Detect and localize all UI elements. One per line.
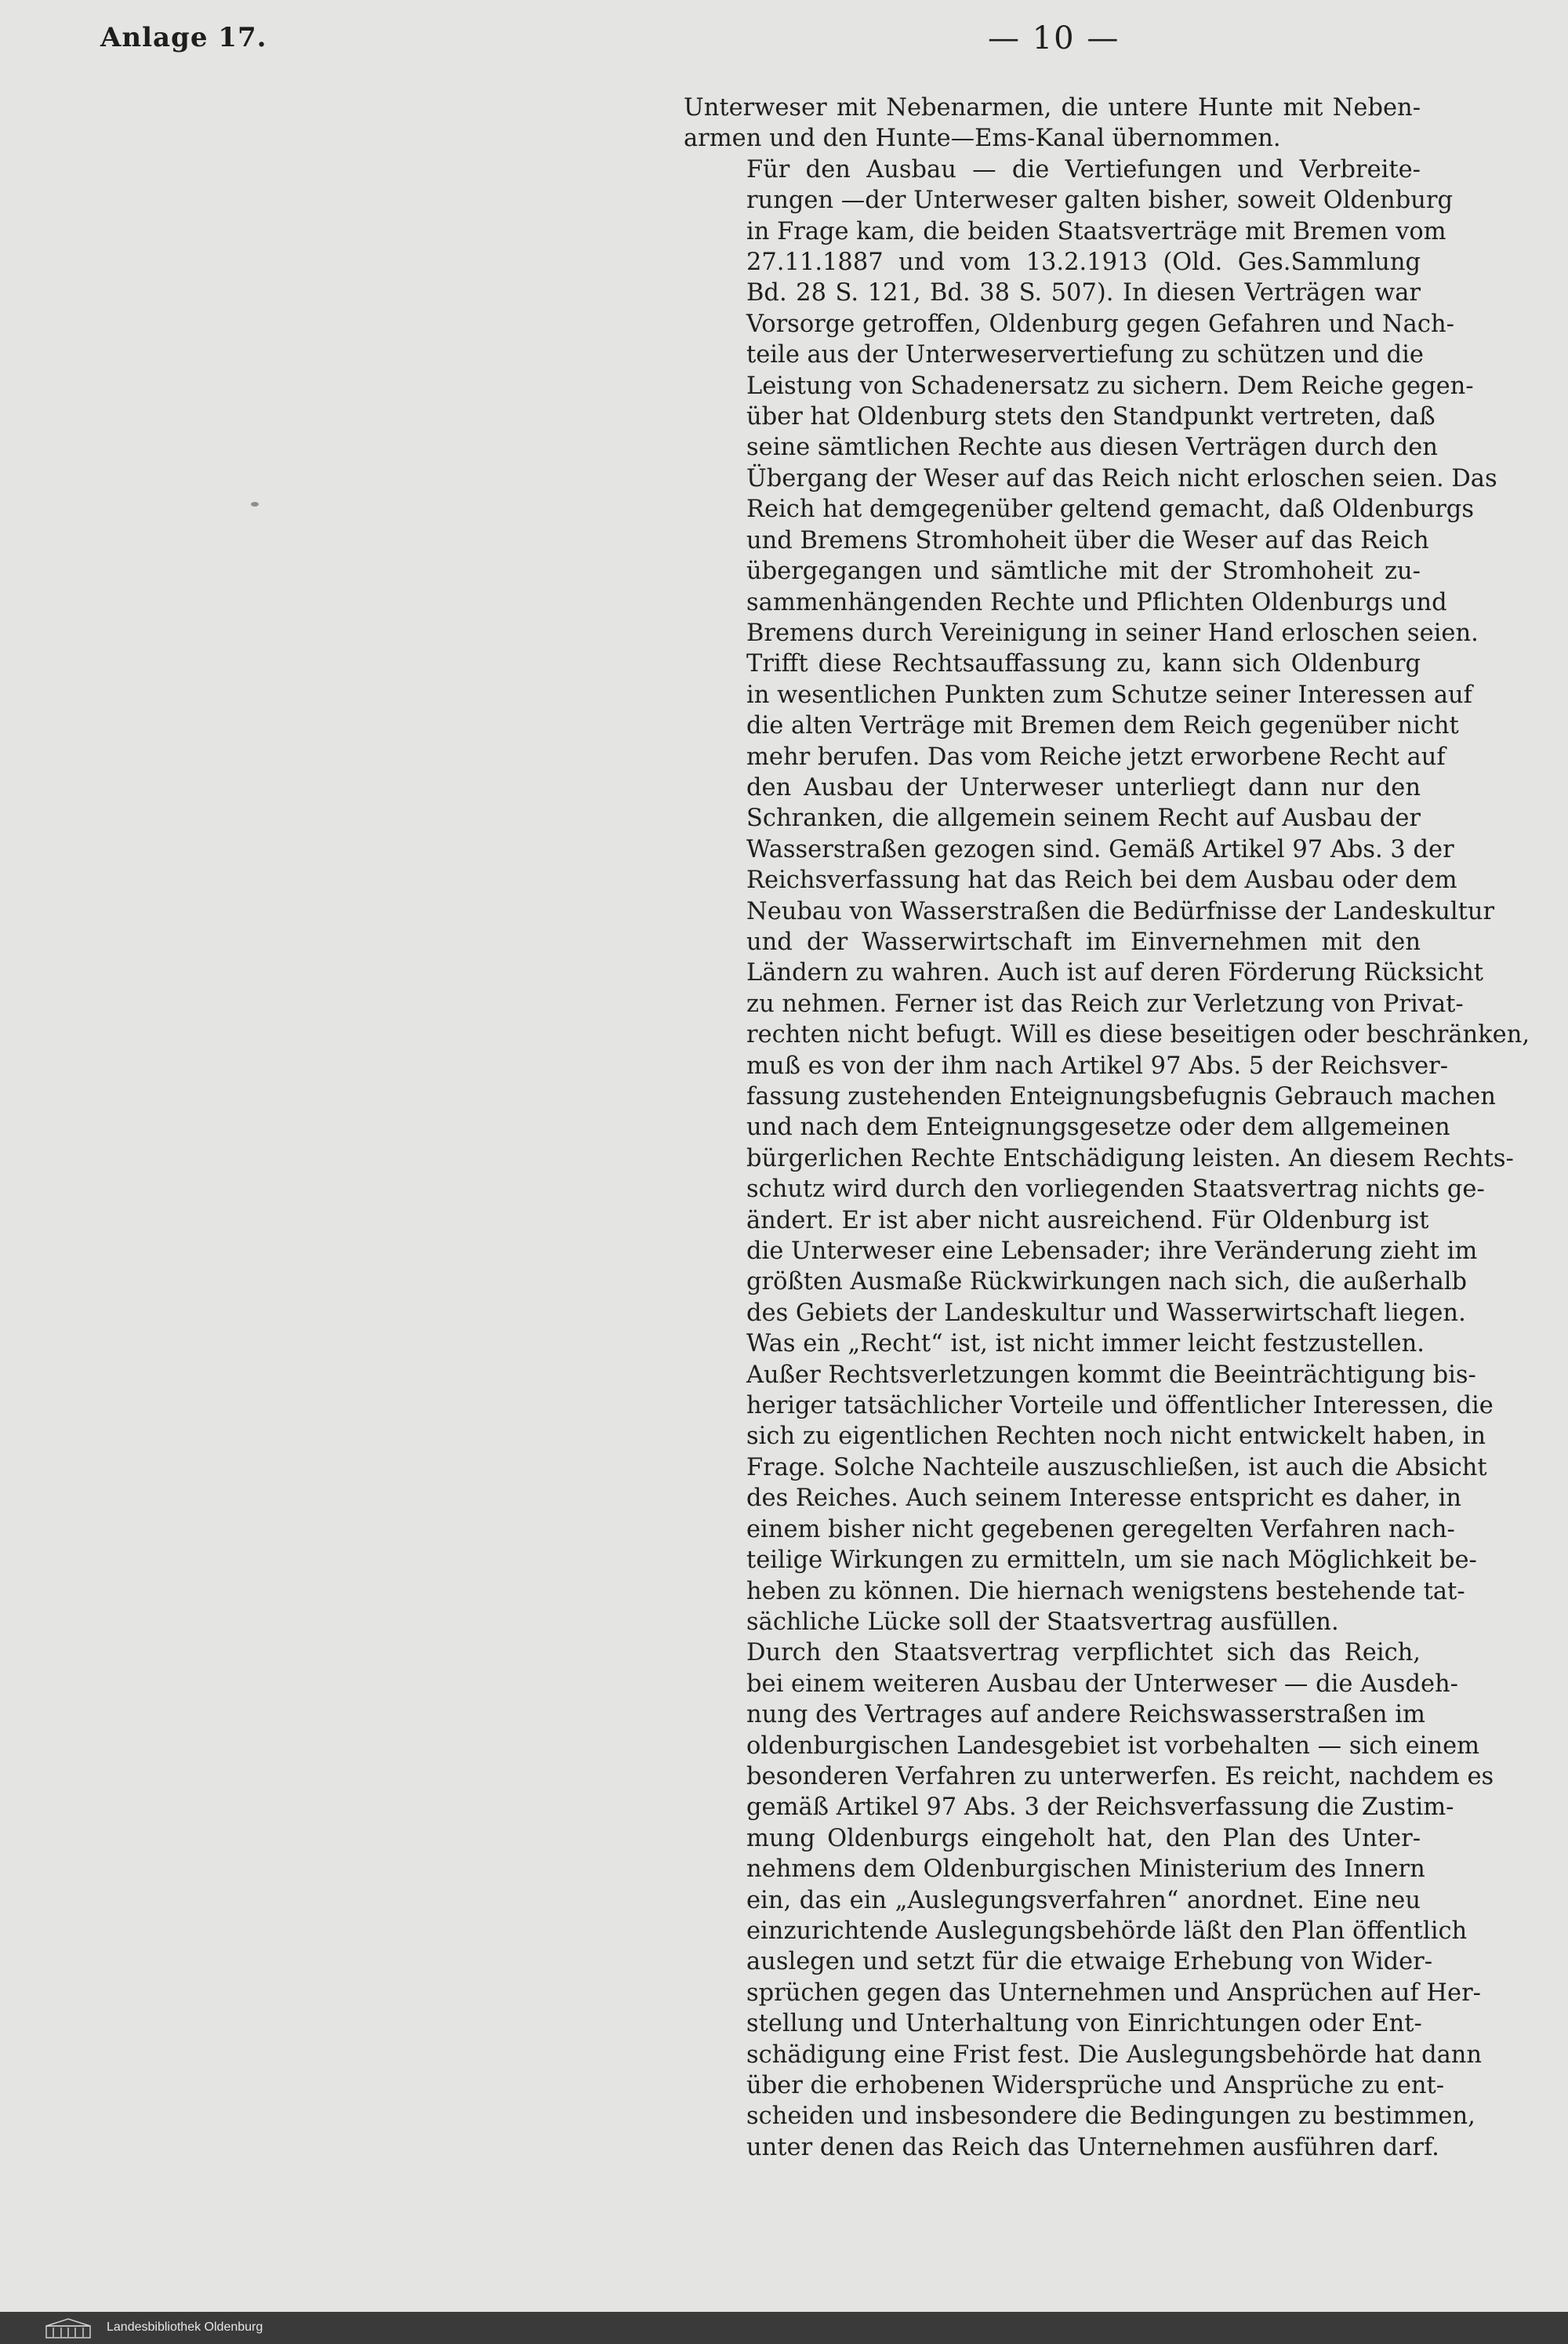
text-line: fassung zustehenden Enteignungsbefugnis Gebrauch machen xyxy=(746,1083,1496,1110)
text-line: Reich hat demgegenüber geltend gemacht, daß Oldenburgs xyxy=(746,496,1474,524)
text-line: Reichsverfassung hat das Reich bei dem Ausbau oder dem xyxy=(746,867,1457,895)
text-line: heben zu können. Die hiernach wenigstens bestehende tat- xyxy=(746,1577,1465,1605)
text-line: über hat Oldenburg stets den Standpunkt vertreten, daß xyxy=(746,403,1436,431)
text-line: die Unterweser eine Lebensader; ihre Veränderung zieht im xyxy=(746,1237,1478,1266)
text-line: Außer Rechtsverletzungen kommt die Beeinträchtigung bis- xyxy=(746,1361,1476,1389)
appendix-label: Anlage 17. xyxy=(100,22,267,53)
text-line: teilige Wirkungen zu ermitteln, um sie nach Möglichkeit be- xyxy=(746,1546,1477,1575)
text-line: und nach dem Enteignungsgesetze oder dem allgemeinen xyxy=(746,1114,1450,1142)
text-line: einzurichtende Auslegungsbehörde läßt den Plan öffentlich xyxy=(746,1917,1468,1945)
footer-bar xyxy=(0,2312,1568,2344)
text-line: schädigung eine Frist fest. Die Auslegungsbehörde hat dann xyxy=(746,2041,1483,2069)
text-line: den Ausbau der Unterweser unterliegt dann nur den xyxy=(746,773,1421,801)
text-line: Für den Ausbau — die Vertiefungen und Verbreite- xyxy=(746,155,1421,184)
text-line: Bremens durch Vereinigung in seiner Hand erloschen seien. xyxy=(746,619,1479,647)
paragraph xyxy=(684,154,1497,649)
text-line: die alten Verträge mit Bremen dem Reich gegenüber nicht xyxy=(746,712,1459,740)
paragraph xyxy=(684,649,1530,1637)
text-line: sächliche Lücke soll der Staatsvertrag ausfüllen. xyxy=(746,1608,1339,1636)
text-line: Bd. 28 S. 121, Bd. 38 S. 507). In diesen Verträgen war xyxy=(746,279,1421,307)
text-line: besonderen Verfahren zu unterwerfen. Es reicht, nachdem es xyxy=(746,1762,1494,1790)
text-line: und der Wasserwirtschaft im Einvernehmen mit den xyxy=(746,928,1421,956)
paragraph xyxy=(684,1637,1494,2163)
library-name: Landesbibliothek Oldenburg xyxy=(107,2320,263,2334)
text-line: Wasserstraßen gezogen sind. Gemäß Artikel 97 Abs. 3 der xyxy=(746,835,1454,863)
text-line: auslegen und setzt für die etwaige Erhebung von Wider- xyxy=(746,1948,1433,1976)
text-line: einem bisher nicht gegebenen geregelten Verfahren nach- xyxy=(746,1515,1455,1543)
text-line: schutz wird durch den vorliegenden Staatsvertrag nichts ge- xyxy=(746,1176,1485,1204)
text-line: Neubau von Wasserstraßen die Bedürfnisse der Landeskultur xyxy=(746,897,1495,925)
text-line: über die erhobenen Widersprüche und Ansprüche zu ent- xyxy=(746,2072,1445,2099)
text-line: oldenburgischen Landesgebiet ist vorbehalten — sich einem xyxy=(746,1732,1480,1760)
text-line: übergegangen und sämtliche mit der Stromhoheit zu- xyxy=(746,558,1421,586)
text-line: sammenhängenden Rechte und Pflichten Oldenburgs und xyxy=(746,588,1447,616)
text-line: 27.11.1887 und vom 13.2.1913 (Old. Ges.Sammlung xyxy=(746,249,1421,277)
text-line: zu nehmen. Ferner ist das Reich zur Verletzung von Privat- xyxy=(746,990,1464,1018)
text-line: sprüchen gegen das Unternehmen und Ansprüchen auf Her- xyxy=(746,1979,1481,2007)
text-line: unter denen das Reich das Unternehmen ausführen darf. xyxy=(746,2133,1439,2161)
text-line: bei einem weiteren Ausbau der Unterweser — die Ausdeh- xyxy=(746,1670,1458,1698)
text-line: ein, das ein „Auslegungsverfahren“ anordnet. Eine neu xyxy=(746,1886,1421,1914)
text-line: seine sämtlichen Rechte aus diesen Verträgen durch den xyxy=(746,434,1438,462)
text-line: mehr berufen. Das vom Reiche jetzt erworbene Recht auf xyxy=(746,743,1446,771)
text-line: Ländern zu wahren. Auch ist auf deren Förderung Rücksicht xyxy=(746,959,1484,987)
text-line: Trifft diese Rechtsauffassung zu, kann sich Oldenburg xyxy=(746,650,1421,678)
text-line: heriger tatsächlicher Vorteile und öffentlicher Interessen, die xyxy=(746,1392,1494,1420)
text-line: gemäß Artikel 97 Abs. 3 der Reichsverfassung die Zustim- xyxy=(746,1793,1454,1822)
text-line: teile aus der Unterweservertiefung zu schützen und die xyxy=(746,341,1424,369)
text-line: sich zu eigentlichen Rechten noch nicht entwickelt haben, in xyxy=(746,1423,1486,1451)
text-line: bürgerlichen Rechte Entschädigung leisten. An diesem Rechts- xyxy=(746,1144,1514,1172)
scan-speck xyxy=(251,502,259,507)
text-line: Übergang der Weser auf das Reich nicht erloschen seien. Das xyxy=(746,464,1497,492)
text-line: nehmens dem Oldenburgischen Ministerium des Innern xyxy=(746,1855,1425,1884)
text-line: in wesentlichen Punkten zum Schutze seiner Interessen auf xyxy=(746,681,1472,709)
text-line: Frage. Solche Nachteile auszuschließen, ist auch die Absicht xyxy=(746,1453,1487,1481)
text-line: des Reiches. Auch seinem Interesse entspricht es daher, in xyxy=(746,1485,1461,1513)
body-text xyxy=(684,93,1530,2163)
text-line: rechten nicht befugt. Will es diese beseitigen oder beschränken, xyxy=(746,1021,1530,1049)
text-line: des Gebiets der Landeskultur und Wasserwirtschaft liegen. xyxy=(746,1299,1466,1327)
text-line: nung des Vertrages auf andere Reichswasserstraßen im xyxy=(746,1701,1425,1729)
paragraph xyxy=(684,93,1421,154)
text-line: Was ein „Recht“ ist, ist nicht immer leicht festzustellen. xyxy=(746,1330,1425,1358)
text-line: muß es von der ihm nach Artikel 97 Abs. 5 der Reichsver- xyxy=(746,1052,1449,1080)
text-line: Durch den Staatsvertrag verpflichtet sich das Reich, xyxy=(746,1639,1421,1667)
page-number: — 10 — xyxy=(988,20,1120,56)
text-line: scheiden und insbesondere die Bedingungen zu bestimmen, xyxy=(746,2102,1475,2131)
text-line: größten Ausmaße Rückwirkungen nach sich, die außerhalb xyxy=(746,1268,1468,1296)
text-line: ändert. Er ist aber nicht ausreichend. Für Oldenburg ist xyxy=(746,1206,1429,1234)
text-line: und Bremens Stromhoheit über die Weser auf das Reich xyxy=(746,526,1429,554)
text-line: Vorsorge getroffen, Oldenburg gegen Gefahren und Nach- xyxy=(746,310,1454,338)
text-line: Schranken, die allgemein seinem Recht auf Ausbau der xyxy=(746,805,1421,833)
text-line: stellung und Unterhaltung von Einrichtungen oder Ent- xyxy=(746,2010,1422,2038)
library-building-icon xyxy=(45,2318,91,2339)
text-line: mung Oldenburgs eingeholt hat, den Plan des Unter- xyxy=(746,1824,1421,1852)
text-line: Leistung von Schadenersatz zu sichern. Dem Reiche gegen- xyxy=(746,372,1474,400)
text-line: in Frage kam, die beiden Staatsverträge mit Bremen vom xyxy=(746,217,1446,245)
text-line: Unterweser mit Nebenarmen, die untere Hunte mit Neben- xyxy=(684,94,1421,122)
text-line: rungen —der Unterweser galten bisher, soweit Oldenburg xyxy=(746,187,1453,215)
text-line: armen und den Hunte—Ems-Kanal übernommen. xyxy=(684,125,1281,153)
